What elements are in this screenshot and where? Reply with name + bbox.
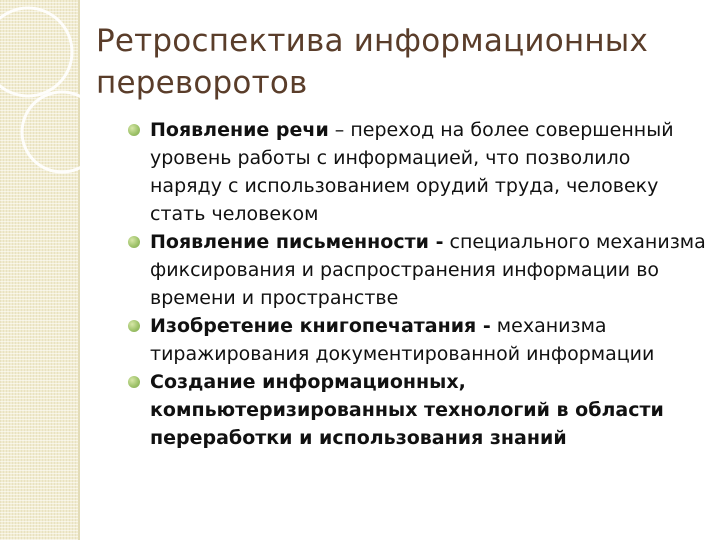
list-item (128, 368, 708, 452)
item-text: специального механизма фиксирования и распространения информации во времени и пространстве (150, 231, 706, 309)
bullet-icon (128, 236, 140, 248)
item-heading: Изобретение книгопечатания - (150, 315, 491, 337)
item-heading: Появление речи (150, 119, 329, 141)
decorative-circle-small (22, 92, 80, 172)
item-text: – переход на более совершенный уровень работы с информацией, что позволило наряду с использованием орудий труда, человеку стать человеком (150, 119, 674, 225)
item-heading: Появление письменности - (150, 231, 444, 253)
decorative-circle-large (0, 8, 72, 96)
bullet-list (128, 116, 708, 452)
bullet-icon (128, 376, 140, 388)
bullet-icon (128, 320, 140, 332)
bullet-icon (128, 124, 140, 136)
list-item (128, 312, 708, 368)
slide-title: Ретроспектива информационных переворотов (96, 23, 649, 101)
item-text: механизма тиражирования документированной информации (150, 315, 655, 365)
list-item (128, 116, 708, 228)
item-heading: Создание информационных, компьютеризированных технологий в области переработки и использования знаний (150, 371, 664, 449)
list-item (128, 228, 708, 312)
decorative-circles (0, 0, 80, 200)
